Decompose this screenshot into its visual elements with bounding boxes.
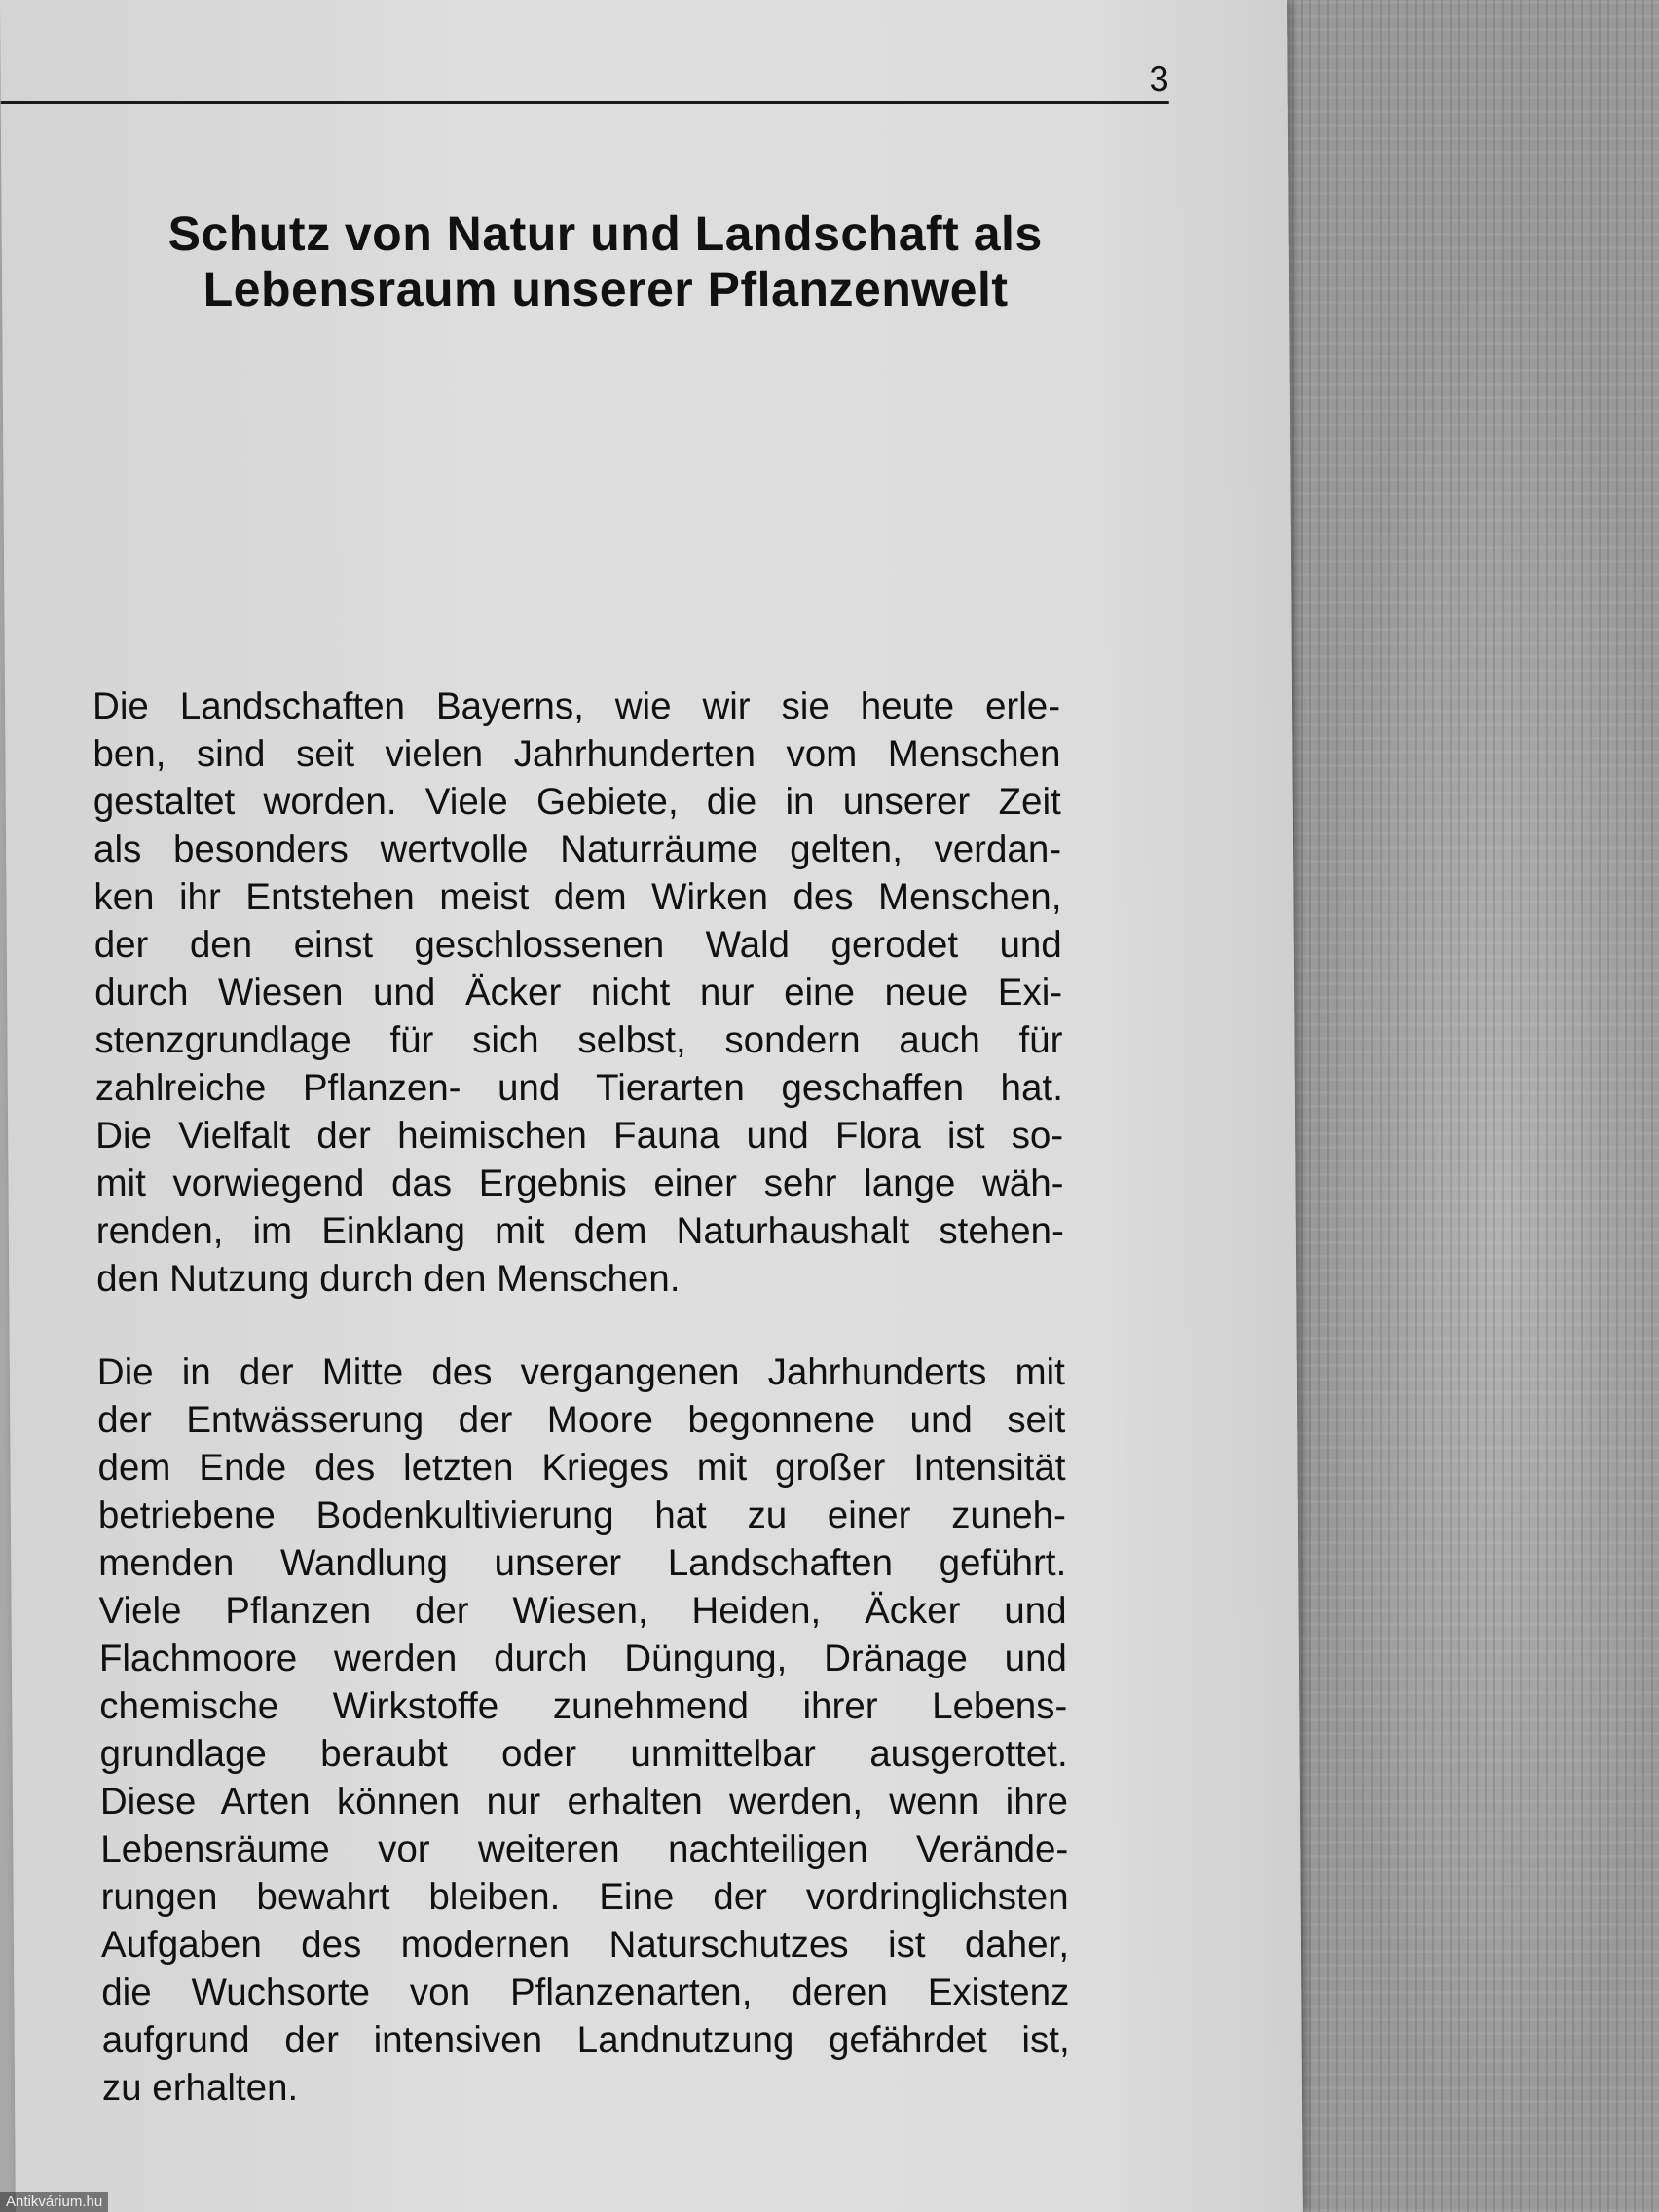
text-line: Die in der Mitte des vergangenen Jahrhunderts mit [96,1351,1065,1393]
background-texture [1266,0,1659,2212]
text-line: Die Landschaften Bayerns, wie wir sie heute erle- [92,685,1061,727]
page-title [1,206,1209,317]
text-line: Flachmoore werden durch Düngung, Dränage und [98,1638,1068,1679]
text-line: ben, sind seit vielen Jahrhunderten vom Menschen [92,733,1061,775]
body-paragraph [92,682,1064,1303]
text-line: renden, im Einklang mit dem Naturhaushalt stehen- [95,1210,1064,1252]
text-line: grundlage beraubt oder unmittelbar ausgerottet. [99,1733,1068,1775]
text-line: zahlreiche Pflanzen- und Tierarten geschaffen hat. [94,1067,1063,1109]
page-title-line: Schutz von Natur und Landschaft als [167,206,1043,261]
text-line: durch Wiesen und Äcker nicht nur eine neue Exi- [93,972,1063,1014]
text-line: Diese Arten können nur erhalten werden, wenn ihre [99,1781,1069,1823]
body-paragraph [97,1348,1070,2112]
page-title-line: Lebensraum unserer Pflanzenwelt [203,262,1009,316]
text-line: Die Vielfalt der heimischen Fauna und Flora ist so- [94,1115,1064,1157]
text-line: Aufgaben des modernen Naturschutzes ist daher, [100,1924,1070,1966]
text-line: zu erhalten. [101,2067,299,2109]
text-line: menden Wandlung unserer Landschaften geführt. [98,1542,1067,1584]
text-line: mit vorwiegend das Ergebnis einer sehr lange wäh- [95,1162,1064,1204]
text-line: der Entwässerung der Moore begonnene und seit [97,1399,1066,1441]
text-line: rungen bewahrt bleiben. Eine der vordringlichsten [100,1876,1069,1918]
text-line: betriebene Bodenkultivierung hat zu einer zuneh- [97,1494,1067,1536]
text-line: aufgrund der intensiven Landnutzung gefährdet ist, [101,2019,1070,2061]
watermark: Antikvárium.hu [0,2192,108,2212]
text-line: chemische Wirkstoffe zunehmend ihrer Lebens- [99,1685,1068,1727]
text-line: ken ihr Entstehen meist dem Wirken des Menschen, [93,876,1062,918]
text-line: Viele Pflanzen der Wiesen, Heiden, Äcker und [98,1590,1067,1632]
text-line: Lebensräume vor weiteren nachteiligen Verände- [100,1828,1069,1870]
text-line: als besonders wertvolle Naturräume gelten, verdan- [92,829,1062,870]
text-line: die Wuchsorte von Pflanzenarten, deren Existenz [101,1972,1070,2013]
text-line: den Nutzung durch den Menschen. [96,1258,681,1300]
page-number: 3 [1149,58,1169,98]
text-line: der den einst geschlossenen Wald gerodet und [93,924,1062,966]
text-line: dem Ende des letzten Krieges mit großer Intensität [97,1447,1066,1489]
header-rule [1,101,1169,104]
text-line: stenzgrundlage für sich selbst, sondern auch für [94,1019,1063,1061]
text-line: gestaltet worden. Viele Gebiete, die in unserer Zeit [92,781,1061,823]
